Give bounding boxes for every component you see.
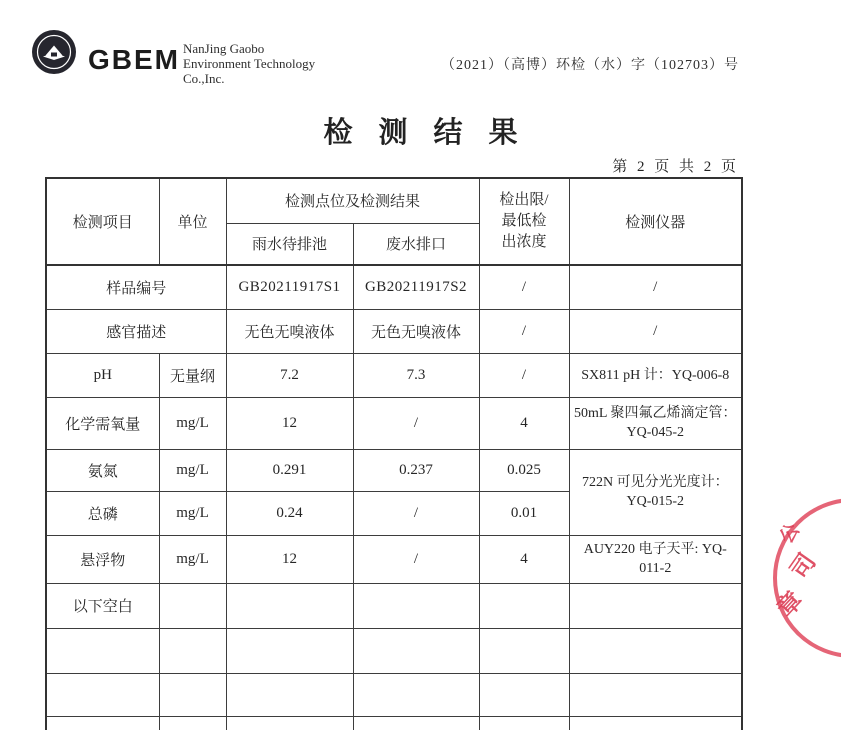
rainwater-value: 12 — [226, 535, 353, 583]
wastewater-value: 7.3 — [353, 353, 479, 397]
document-number: （2021）（高博）环检（水）字（102703）号 — [441, 58, 739, 73]
unit-value — [159, 583, 226, 628]
item-name: 氨氮 — [46, 449, 159, 491]
unit-value: mg/L — [159, 535, 226, 583]
instrument-value: / — [569, 265, 742, 309]
limit-value: 4 — [479, 535, 569, 583]
empty-row — [46, 673, 742, 716]
company-seal-character: 公 — [776, 519, 805, 548]
unit-value: mg/L — [159, 449, 226, 491]
item-name: 化学需氧量 — [46, 397, 159, 449]
col-header-points-group: 检测点位及检测结果 — [226, 178, 479, 223]
empty-cell — [353, 716, 479, 730]
limit-value — [479, 583, 569, 628]
col-header-item: 检测项目 — [46, 178, 159, 265]
empty-cell — [226, 716, 353, 730]
table-row-sample-id — [46, 265, 742, 309]
empty-cell — [159, 673, 226, 716]
item-name: pH — [46, 353, 159, 397]
detection-limit-line: 出浓度 — [501, 234, 547, 250]
company-name-line: NanJing Gaobo — [183, 41, 265, 56]
rainwater-value: 无色无嗅液体 — [226, 309, 353, 353]
row-label: 样品编号 — [46, 265, 226, 309]
wastewater-value: 无色无嗅液体 — [353, 309, 479, 353]
item-name: 总磷 — [46, 491, 159, 535]
empty-cell — [569, 716, 742, 730]
limit-value: 0.01 — [479, 491, 569, 535]
empty-cell — [159, 716, 226, 730]
results-table — [45, 177, 743, 730]
col-header-instrument: 检测仪器 — [569, 178, 742, 265]
instrument-value: / — [569, 309, 742, 353]
wastewater-value: / — [353, 491, 479, 535]
table-header-row — [46, 178, 742, 223]
company-name-line: Co.,Inc. — [183, 71, 225, 86]
rainwater-value: 7.2 — [226, 353, 353, 397]
table-row-ammonia — [46, 449, 742, 491]
empty-cell — [353, 673, 479, 716]
detection-limit-line: 检出限/ — [499, 192, 549, 208]
rainwater-value: 0.291 — [226, 449, 353, 491]
limit-value: 4 — [479, 397, 569, 449]
rainwater-value: GB20211917S1 — [226, 265, 353, 309]
table-row-cod — [46, 397, 742, 449]
instrument-value: AUY220 电子天平: YQ-011-2 — [569, 535, 742, 583]
empty-cell — [479, 673, 569, 716]
col-header-point-wastewater: 废水排口 — [353, 223, 479, 265]
limit-value: 0.025 — [479, 449, 569, 491]
limit-value: / — [479, 353, 569, 397]
company-name-line: Environment Technology — [183, 56, 316, 71]
wastewater-value — [353, 583, 479, 628]
table-row-blank-below — [46, 583, 742, 628]
col-header-detection-limit — [479, 178, 569, 265]
col-header-unit: 单位 — [159, 178, 226, 265]
empty-cell — [226, 628, 353, 673]
company-logo-icon — [31, 29, 77, 75]
empty-row — [46, 628, 742, 673]
detection-limit-line: 最低检 — [501, 213, 547, 229]
company-seal-character: 章 — [772, 587, 809, 623]
company-abbreviation: GBEM — [88, 44, 180, 75]
instrument-value: 50mL 聚四氟乙烯滴定管：YQ-045-2 — [569, 397, 742, 449]
empty-cell — [353, 628, 479, 673]
row-label: 感官描述 — [46, 309, 226, 353]
wastewater-value: GB20211917S2 — [353, 265, 479, 309]
rainwater-value: 12 — [226, 397, 353, 449]
col-header-point-rainwater: 雨水待排池 — [226, 223, 353, 265]
company-name — [183, 41, 315, 86]
item-name: 悬浮物 — [46, 535, 159, 583]
empty-cell — [46, 628, 159, 673]
item-name: 以下空白 — [46, 583, 159, 628]
rainwater-value — [226, 583, 353, 628]
page-indicator: 第 2 页 共 2 页 — [612, 159, 739, 175]
report-title: 检测结果 — [323, 117, 544, 149]
unit-value: mg/L — [159, 397, 226, 449]
wastewater-value: / — [353, 397, 479, 449]
table-row-suspended-solids — [46, 535, 742, 583]
empty-cell — [226, 673, 353, 716]
rainwater-value: 0.24 — [226, 491, 353, 535]
unit-value: 无量纲 — [159, 353, 226, 397]
limit-value: / — [479, 309, 569, 353]
empty-cell — [46, 673, 159, 716]
limit-value: / — [479, 265, 569, 309]
table-row-sensory — [46, 309, 742, 353]
company-seal-character: 司 — [786, 549, 822, 584]
empty-cell — [46, 716, 159, 730]
unit-value: mg/L — [159, 491, 226, 535]
instrument-value: 722N 可见分光光度计：YQ-015-2 — [569, 449, 742, 535]
instrument-value: SX811 pH 计：YQ-006-8 — [569, 353, 742, 397]
table-row-ph — [46, 353, 742, 397]
empty-cell — [479, 628, 569, 673]
empty-cell — [479, 716, 569, 730]
empty-cell — [569, 673, 742, 716]
wastewater-value: 0.237 — [353, 449, 479, 491]
empty-cell — [569, 628, 742, 673]
wastewater-value: / — [353, 535, 479, 583]
empty-cell — [159, 628, 226, 673]
instrument-value — [569, 583, 742, 628]
empty-row — [46, 716, 742, 730]
